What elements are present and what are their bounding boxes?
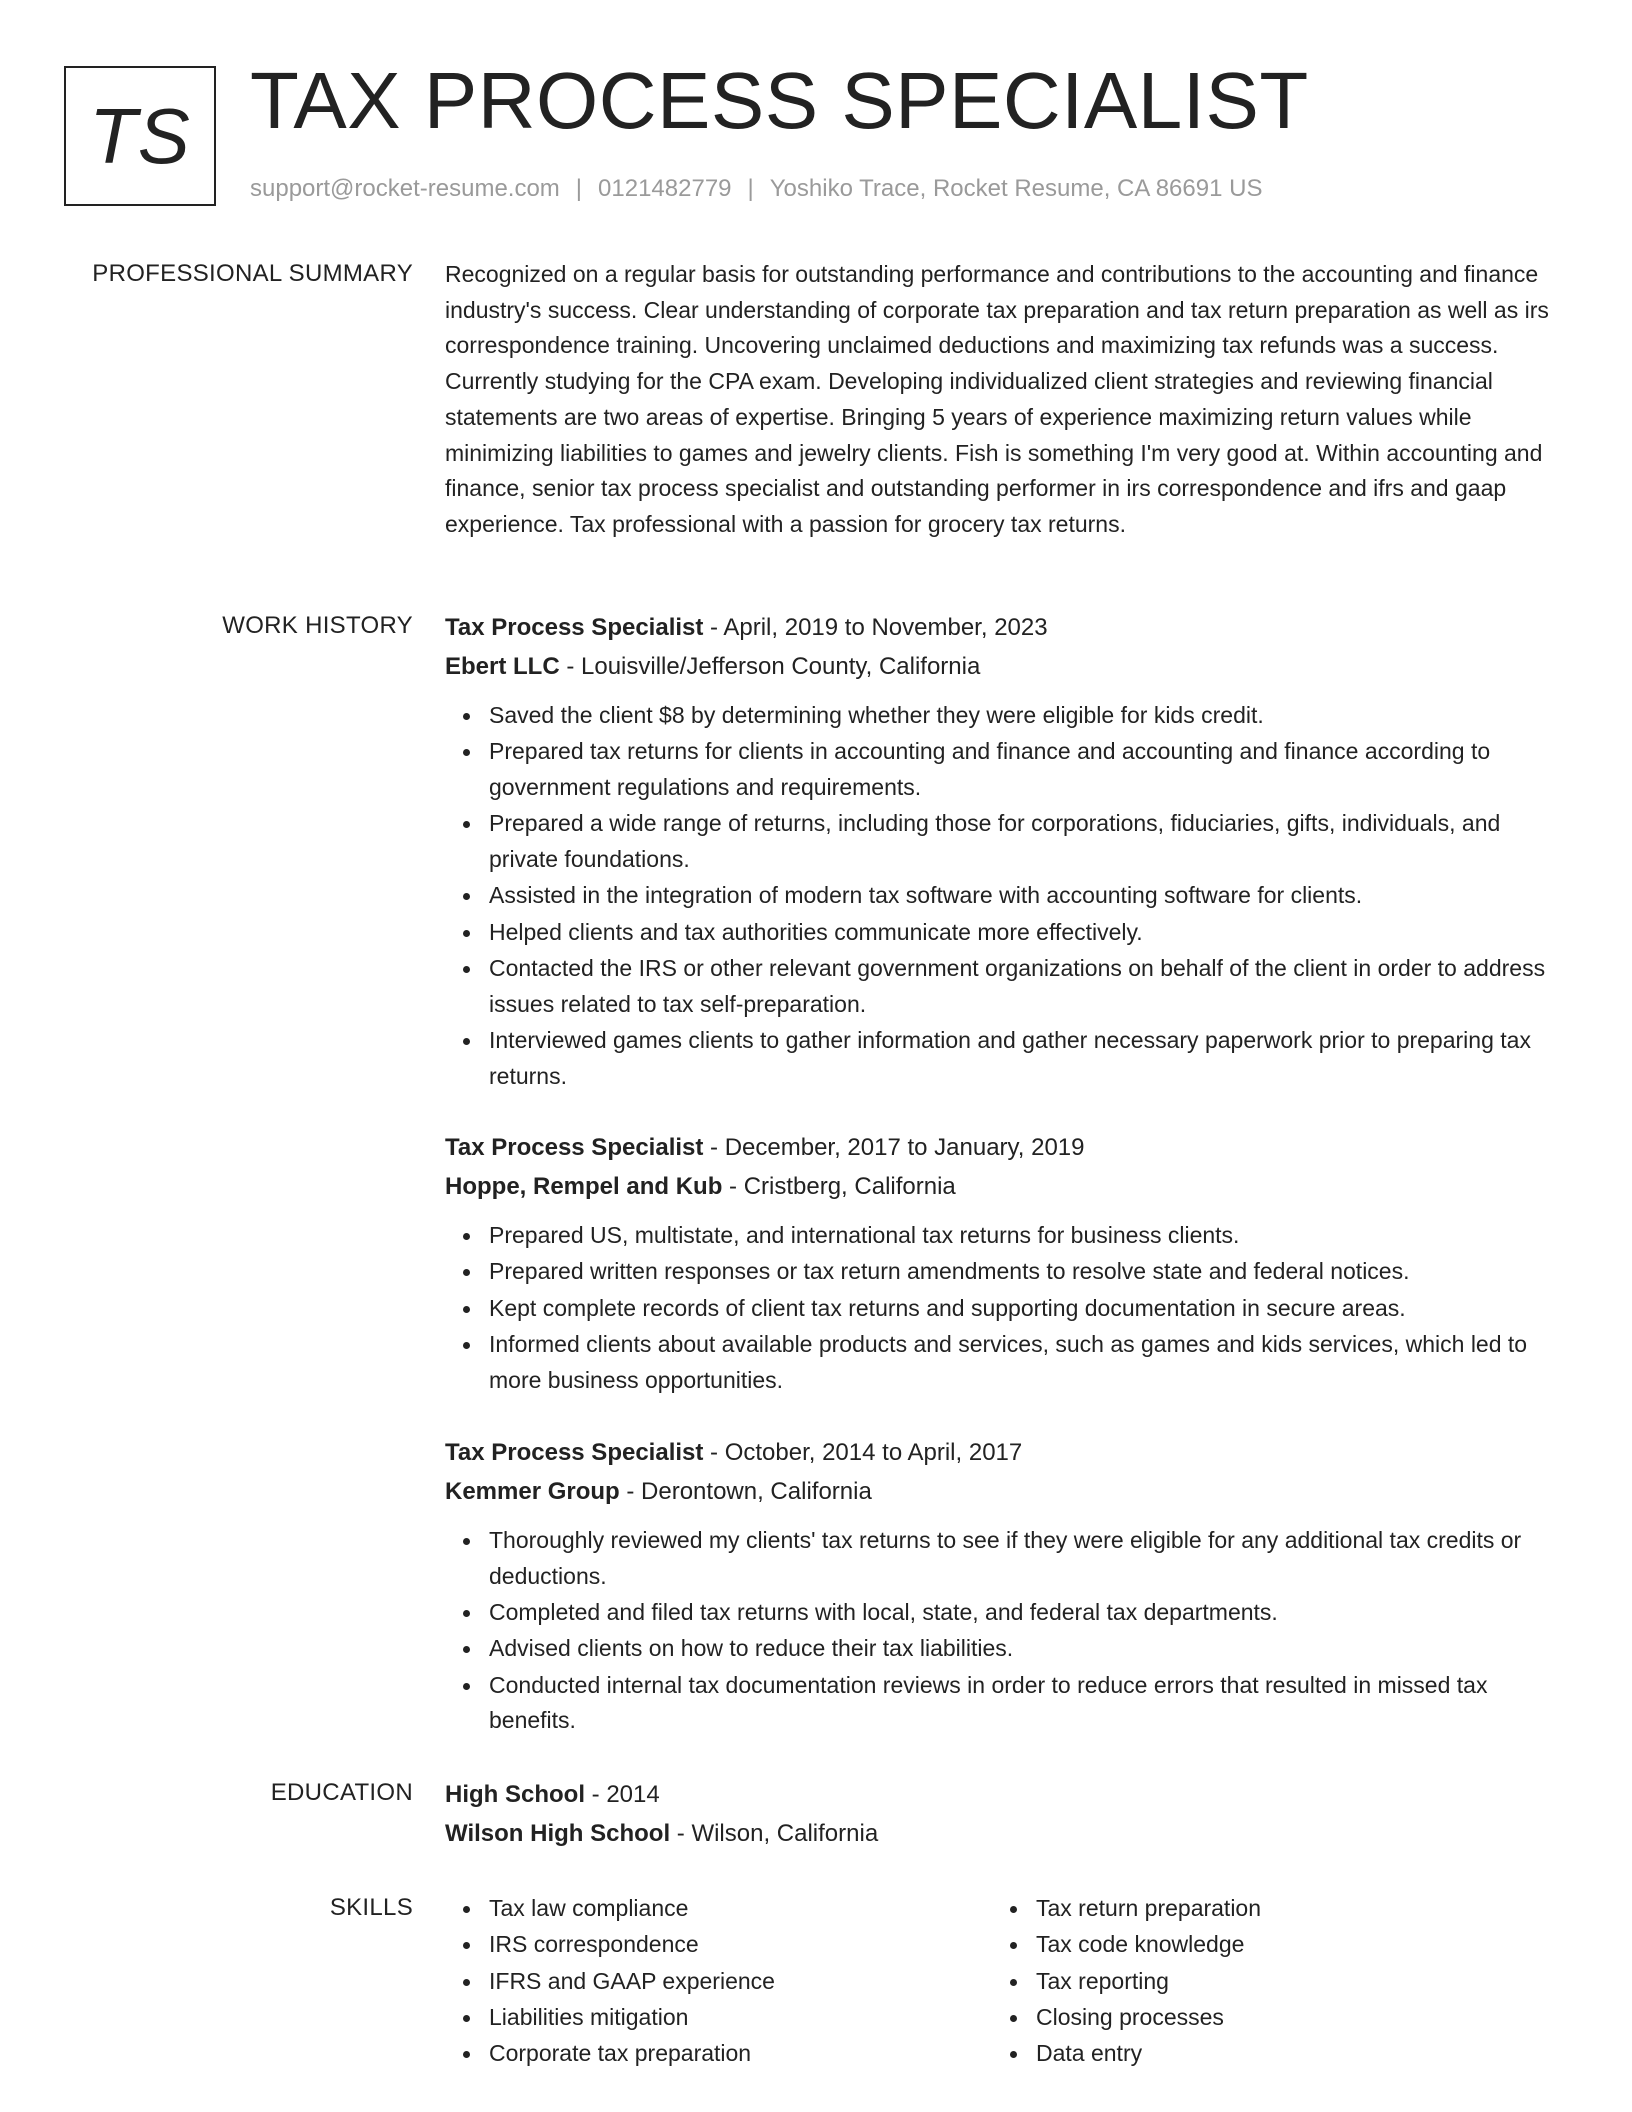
list-item: Tax reporting — [1036, 1964, 1539, 2000]
skills-column-left — [445, 1891, 992, 2072]
job-location: - Derontown, California — [619, 1477, 872, 1505]
list-item: Closing processes — [1036, 2000, 1539, 2036]
job-location: - Cristberg, California — [722, 1172, 956, 1200]
job-company: Ebert LLC — [445, 652, 560, 680]
job-title-line — [445, 1129, 1560, 1168]
work-history-body-3 — [445, 1434, 1560, 1740]
list-item: Tax code knowledge — [1036, 1927, 1539, 1963]
work-history-body-2 — [445, 1129, 1560, 1399]
job-entry — [445, 609, 1560, 1094]
list-item: Advised clients on how to reduce their tax liabilities. — [489, 1631, 1560, 1667]
job-title-line — [445, 609, 1560, 648]
list-item: IFRS and GAAP experience — [489, 1964, 992, 2000]
contact-line — [250, 172, 1262, 206]
skills-grid — [445, 1891, 1560, 2072]
list-item: Corporate tax preparation — [489, 2036, 992, 2072]
job-title: Tax Process Specialist — [445, 1439, 704, 1466]
list-item: IRS correspondence — [489, 1927, 992, 1963]
list-item: Data entry — [1036, 2036, 1539, 2072]
contact-email[interactable]: support@rocket-resume.com — [250, 175, 560, 202]
education-location: - Wilson, California — [670, 1819, 879, 1847]
list-item: Helped clients and tax authorities communicate more effectively. — [489, 915, 1560, 951]
job-dates: - December, 2017 to January, 2019 — [703, 1134, 1085, 1161]
job-entry — [445, 1129, 1560, 1398]
job-dates: - April, 2019 to November, 2023 — [703, 614, 1048, 641]
education-school: Wilson High School — [445, 1819, 671, 1847]
skills-list-right — [992, 1891, 1539, 2072]
job-title-line — [445, 1434, 1560, 1473]
contact-separator: | — [747, 175, 754, 202]
list-item: Prepared a wide range of returns, including those for corporations, fiduciaries, gifts, individuals, and private foundations. — [489, 806, 1560, 877]
monogram-logo: TS — [64, 66, 216, 206]
education-year: - 2014 — [585, 1781, 660, 1808]
list-item: Saved the client $8 by determining whether they were eligible for kids credit. — [489, 698, 1560, 734]
list-item: Kept complete records of client tax returns and supporting documentation in secure areas. — [489, 1291, 1560, 1327]
list-item: Informed clients about available products and services, such as games and kids services, which led to more business opportunities. — [489, 1327, 1560, 1398]
contact-separator: | — [575, 175, 583, 202]
job-bullets — [445, 698, 1560, 1094]
list-item: Completed and filed tax returns with local, state, and federal tax departments. — [489, 1595, 1560, 1631]
list-item: Assisted in the integration of modern tax software with accounting software for clients. — [489, 878, 1560, 914]
job-company: Hoppe, Rempel and Kub — [445, 1172, 723, 1200]
education-degree: High School — [445, 1781, 585, 1808]
list-item: Prepared written responses or tax return amendments to resolve state and federal notices. — [489, 1254, 1560, 1290]
job-title: Tax Process Specialist — [445, 614, 704, 641]
education-degree-line — [445, 1776, 1560, 1815]
job-bullets — [445, 1218, 1560, 1398]
summary-body — [445, 257, 1560, 543]
list-item: Interviewed games clients to gather information and gather necessary paperwork prior to preparing tax returns. — [489, 1023, 1560, 1094]
education-label: EDUCATION — [270, 1779, 413, 1806]
list-item: Prepared tax returns for clients in accounting and finance and accounting and finance according to government regulations and requirements. — [489, 734, 1560, 805]
job-company-line — [445, 648, 1560, 687]
skills-list-left — [445, 1891, 992, 2072]
list-item: Contacted the IRS or other relevant government organizations on behalf of the client in order to address issues related to tax self-preparation. — [489, 951, 1560, 1022]
summary-text: Recognized on a regular basis for outstanding performance and contributions to the accounting and finance industry's success. Clear understanding of corporate tax preparation and tax return preparation as well as irs correspondence training. Uncovering unclaimed deductions and maximizing tax refunds was a success. Currently studying for the CPA exam. Developing individualized client strategies and reviewing financial statements are two areas of expertise. Bringing 5 years of experience maximizing return values while minimizing liabilities to games and jewelry clients. Fish is something I'm very good at. Within accounting and finance, senior tax process specialist and outstanding performer in irs correspondence and ifrs and gaap experience. Tax professional with a passion for grocery tax returns. — [445, 261, 1549, 537]
skills-body — [445, 1891, 1560, 2072]
list-item: Liabilities mitigation — [489, 2000, 992, 2036]
job-entry — [445, 1434, 1560, 1739]
job-title: Tax Process Specialist — [445, 1134, 704, 1161]
job-location: - Louisville/Jefferson County, California — [559, 652, 981, 680]
summary-label: PROFESSIONAL SUMMARY — [92, 260, 413, 287]
job-company-line — [445, 1168, 1560, 1207]
skills-column-right — [992, 1891, 1539, 2072]
job-company-line — [445, 1473, 1560, 1512]
contact-address: Yoshiko Trace, Rocket Resume, CA 86691 US — [769, 175, 1263, 202]
education-school-line — [445, 1815, 1560, 1854]
list-item: Conducted internal tax documentation reviews in order to reduce errors that resulted in missed tax benefits. — [489, 1668, 1560, 1739]
contact-phone[interactable]: 0121482779 — [598, 175, 732, 202]
list-item: Thoroughly reviewed my clients' tax returns to see if they were eligible for any additional tax credits or deductions. — [489, 1523, 1560, 1594]
work-history-label: WORK HISTORY — [222, 612, 413, 639]
list-item: Tax return preparation — [1036, 1891, 1539, 1927]
skills-label: SKILLS — [329, 1894, 413, 1921]
list-item: Tax law compliance — [489, 1891, 992, 1927]
education-body — [445, 1776, 1560, 1853]
work-history-body — [445, 609, 1560, 1095]
list-item: Prepared US, multistate, and international tax returns for business clients. — [489, 1218, 1560, 1254]
page-title: TAX PROCESS SPECIALIST — [250, 56, 1309, 145]
job-company: Kemmer Group — [445, 1477, 620, 1505]
job-dates: - October, 2014 to April, 2017 — [703, 1439, 1023, 1466]
job-bullets — [445, 1523, 1560, 1739]
